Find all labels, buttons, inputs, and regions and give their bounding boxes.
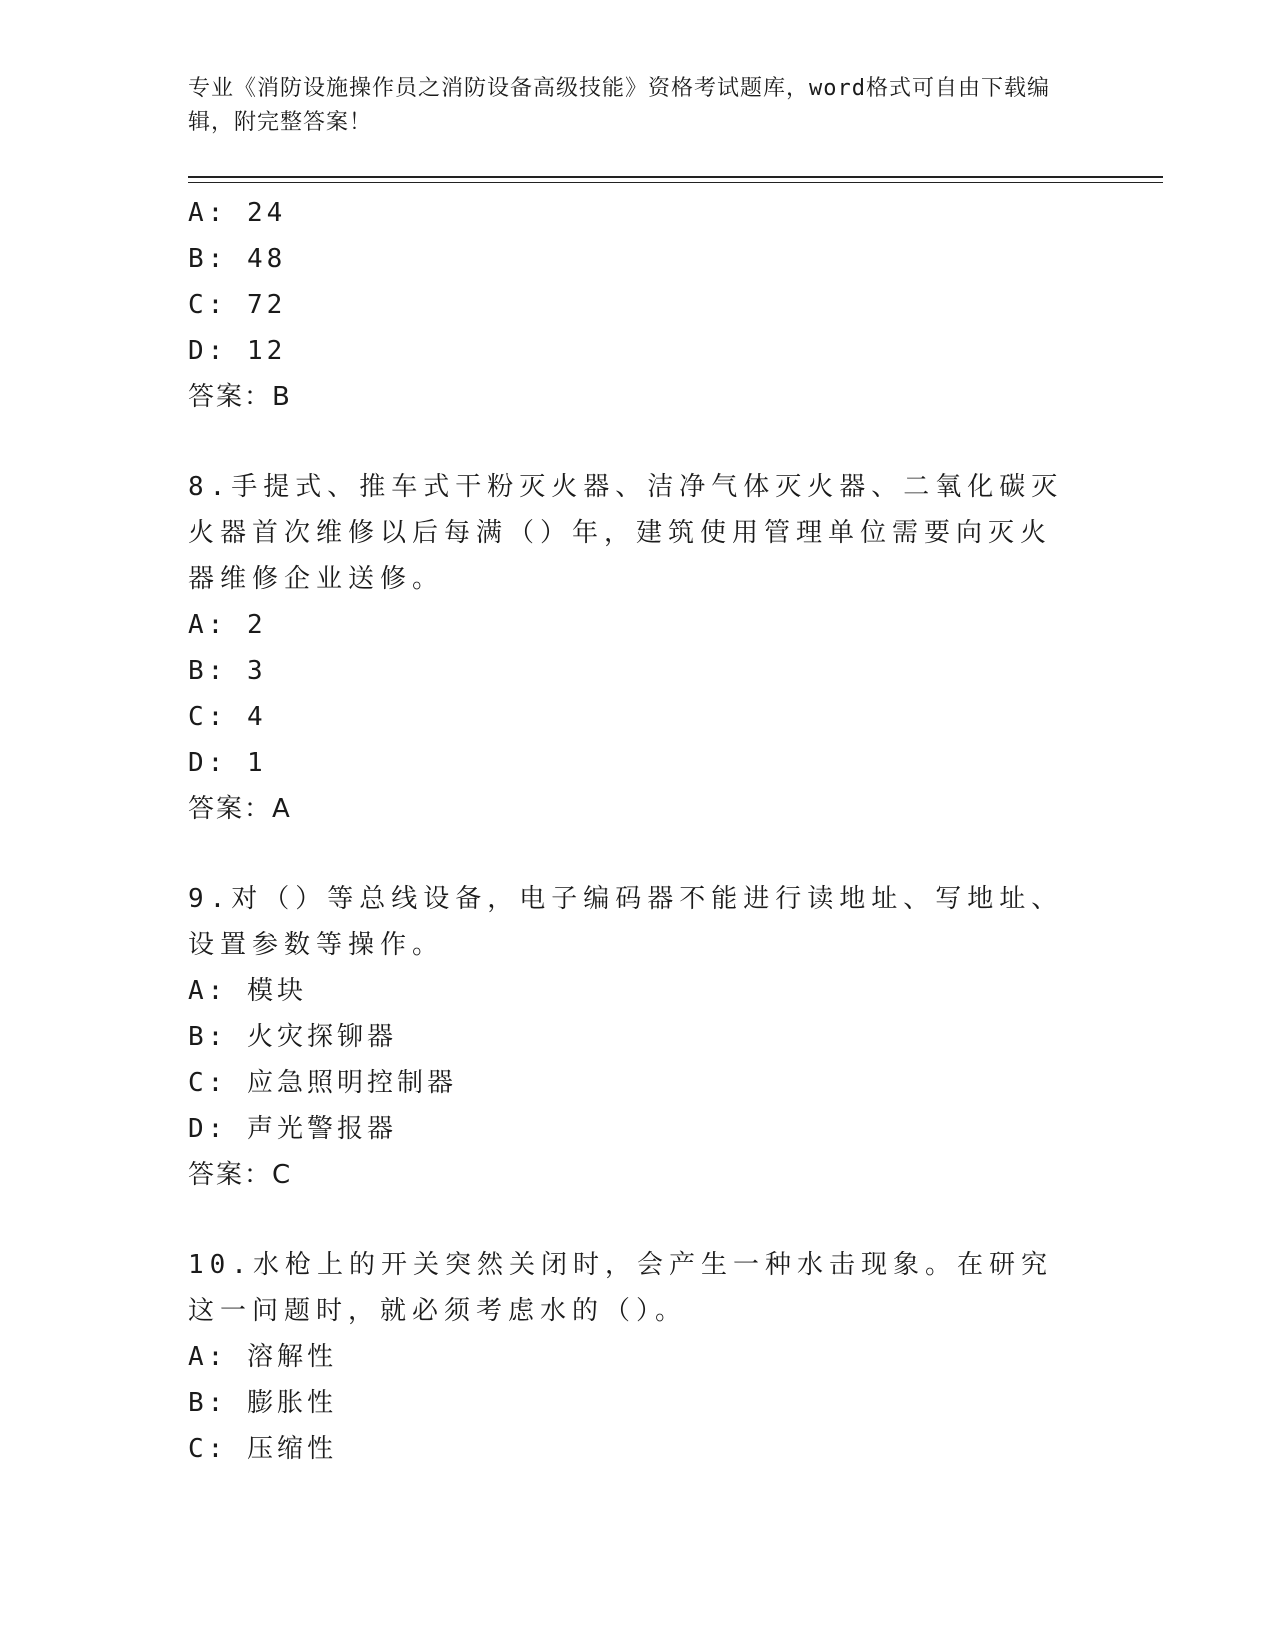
option-d: D: 12 <box>188 336 287 366</box>
question-list <box>188 190 1088 1472</box>
question-8 <box>188 464 1088 832</box>
option-a: A: 溶解性 <box>188 1342 337 1372</box>
question-7-continued <box>188 190 1088 420</box>
header-rule-thick <box>188 176 1163 178</box>
question-9 <box>188 876 1088 1198</box>
spacer <box>188 420 1088 464</box>
option-a: A: 模块 <box>188 976 307 1006</box>
option-c: C: 应急照明控制器 <box>188 1068 457 1098</box>
option-b: B: 3 <box>188 656 267 686</box>
option-b: B: 48 <box>188 244 287 274</box>
option-a: A: 24 <box>188 198 287 228</box>
document-header: 专业《消防设施操作员之消防设备高级技能》资格考试题库，word格式可自由下载编辑，附完整答案！ <box>188 76 1050 135</box>
option-c: C: 4 <box>188 702 267 732</box>
header-rule-thin <box>188 182 1163 183</box>
answer-line: 答案：C <box>188 1160 293 1190</box>
option-c: C: 压缩性 <box>188 1434 337 1464</box>
option-b: B: 火灾探铆器 <box>188 1022 397 1052</box>
answer-line: 答案：B <box>188 382 292 412</box>
option-c: C: 72 <box>188 290 287 320</box>
option-a: A: 2 <box>188 610 267 640</box>
question-10 <box>188 1242 1088 1472</box>
answer-line: 答案：A <box>188 794 292 824</box>
question-stem: 10.水枪上的开关突然关闭时，会产生一种水击现象。在研究这一问题时，就必须考虑水的（）。 <box>188 1250 1053 1326</box>
question-stem: 8.手提式、推车式干粉灭火器、洁净气体灭火器、二氧化碳灭火器首次维修以后每满（）年，建筑使用管理单位需要向灭火器维修企业送修。 <box>188 472 1064 594</box>
spacer <box>188 832 1088 876</box>
option-d: D: 1 <box>188 748 267 778</box>
option-d: D: 声光警报器 <box>188 1114 397 1144</box>
question-stem: 9.对（）等总线设备，电子编码器不能进行读地址、写地址、设置参数等操作。 <box>188 884 1064 960</box>
spacer <box>188 1198 1088 1242</box>
option-b: B: 膨胀性 <box>188 1388 337 1418</box>
